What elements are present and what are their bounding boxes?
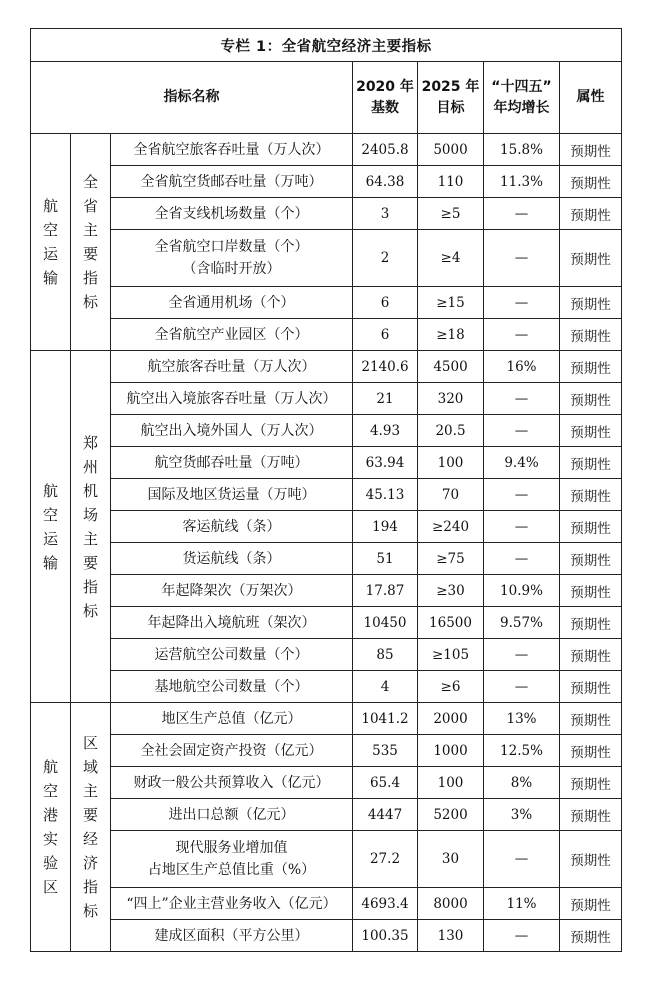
attribute-value: 预期性: [560, 166, 622, 198]
attribute-value: 预期性: [560, 543, 622, 575]
target-value: 4500: [418, 351, 484, 383]
table-title: 专栏 1：全省航空经济主要指标: [31, 29, 622, 62]
group-subcategory: 郑州机场主要指标: [71, 351, 111, 703]
growth-value: —: [484, 198, 560, 230]
indicator-name: “四上”企业主营业务收入（亿元）: [111, 888, 353, 920]
attribute-value: 预期性: [560, 415, 622, 447]
table-row: [31, 920, 622, 952]
growth-value: 11.3%: [484, 166, 560, 198]
indicator-name: 全省航空货邮吞吐量（万吨）: [111, 166, 353, 198]
growth-value: 12.5%: [484, 735, 560, 767]
indicator-name: 基地航空公司数量（个）: [111, 671, 353, 703]
indicator-name: 全省航空旅客吞吐量（万人次）: [111, 134, 353, 166]
target-value: 30: [418, 831, 484, 888]
indicator-name: 航空旅客吞吐量（万人次）: [111, 351, 353, 383]
base-value: 64.38: [353, 166, 418, 198]
target-value: 130: [418, 920, 484, 952]
group-subcategory: 区域主要经济指标: [71, 703, 111, 952]
table-row: [31, 319, 622, 351]
attribute-value: 预期性: [560, 383, 622, 415]
target-value: ≥6: [418, 671, 484, 703]
group-category: 航空港实验区: [31, 703, 71, 952]
attribute-value: 预期性: [560, 198, 622, 230]
base-value: 4447: [353, 799, 418, 831]
attribute-value: 预期性: [560, 671, 622, 703]
indicator-name: 现代服务业增加值 占地区生产总值比重（%）: [111, 831, 353, 888]
base-value: 194: [353, 511, 418, 543]
base-value: 63.94: [353, 447, 418, 479]
table-row: [31, 287, 622, 319]
indicator-name: 建成区面积（平方公里）: [111, 920, 353, 952]
indicator-name: 航空出入境旅客吞吐量（万人次）: [111, 383, 353, 415]
indicator-name: 全省支线机场数量（个）: [111, 198, 353, 230]
indicator-name: 航空出入境外国人（万人次）: [111, 415, 353, 447]
target-value: 1000: [418, 735, 484, 767]
base-value: 100.35: [353, 920, 418, 952]
target-value: ≥240: [418, 511, 484, 543]
base-value: 85: [353, 639, 418, 671]
target-value: 5000: [418, 134, 484, 166]
table-row: [31, 198, 622, 230]
table-row: [31, 166, 622, 198]
target-value: ≥75: [418, 543, 484, 575]
target-value: ≥15: [418, 287, 484, 319]
target-value: ≥30: [418, 575, 484, 607]
indicator-table: [30, 28, 622, 952]
group-category: 航空运输: [31, 351, 71, 703]
growth-value: 15.8%: [484, 134, 560, 166]
indicator-name: 全省航空产业园区（个）: [111, 319, 353, 351]
growth-value: 10.9%: [484, 575, 560, 607]
attribute-value: 预期性: [560, 575, 622, 607]
base-value: 27.2: [353, 831, 418, 888]
table-row: [31, 767, 622, 799]
base-value: 3: [353, 198, 418, 230]
table-row: [31, 607, 622, 639]
indicator-name: 运营航空公司数量（个）: [111, 639, 353, 671]
attribute-value: 预期性: [560, 511, 622, 543]
table-row: [31, 479, 622, 511]
growth-value: —: [484, 543, 560, 575]
table-row: [31, 575, 622, 607]
base-value: 21: [353, 383, 418, 415]
table-row: [31, 383, 622, 415]
attribute-value: 预期性: [560, 319, 622, 351]
indicator-name: 地区生产总值（亿元）: [111, 703, 353, 735]
attribute-value: 预期性: [560, 287, 622, 319]
header-target-2025: 2025 年 目标: [418, 62, 484, 134]
target-value: ≥5: [418, 198, 484, 230]
base-value: 535: [353, 735, 418, 767]
table-row: [31, 134, 622, 166]
attribute-value: 预期性: [560, 767, 622, 799]
attribute-value: 预期性: [560, 831, 622, 888]
growth-value: —: [484, 479, 560, 511]
base-value: 65.4: [353, 767, 418, 799]
attribute-value: 预期性: [560, 735, 622, 767]
indicator-name: 全省通用机场（个）: [111, 287, 353, 319]
table-row: [31, 511, 622, 543]
indicator-name: 全省航空口岸数量（个） （含临时开放）: [111, 230, 353, 287]
indicator-name: 航空货邮吞吐量（万吨）: [111, 447, 353, 479]
growth-value: 11%: [484, 888, 560, 920]
attribute-value: 预期性: [560, 351, 622, 383]
table-row: [31, 671, 622, 703]
attribute-value: 预期性: [560, 607, 622, 639]
attribute-value: 预期性: [560, 447, 622, 479]
table-row: [31, 447, 622, 479]
header-attribute: 属性: [560, 62, 622, 134]
group-category: 航空运输: [31, 134, 71, 351]
growth-value: —: [484, 383, 560, 415]
target-value: ≥18: [418, 319, 484, 351]
base-value: 10450: [353, 607, 418, 639]
group-subcategory: 全省主要指标: [71, 134, 111, 351]
base-value: 1041.2: [353, 703, 418, 735]
target-value: 70: [418, 479, 484, 511]
table-row: [31, 415, 622, 447]
base-value: 51: [353, 543, 418, 575]
indicator-name: 货运航线（条）: [111, 543, 353, 575]
growth-value: —: [484, 287, 560, 319]
growth-value: 9.57%: [484, 607, 560, 639]
growth-value: 13%: [484, 703, 560, 735]
target-value: 2000: [418, 703, 484, 735]
growth-value: 16%: [484, 351, 560, 383]
target-value: 100: [418, 447, 484, 479]
attribute-value: 预期性: [560, 703, 622, 735]
target-value: 20.5: [418, 415, 484, 447]
header-annual-growth: “十四五” 年均增长: [484, 62, 560, 134]
base-value: 2: [353, 230, 418, 287]
attribute-value: 预期性: [560, 920, 622, 952]
table-row: [31, 703, 622, 735]
attribute-value: 预期性: [560, 799, 622, 831]
base-value: 4693.4: [353, 888, 418, 920]
table-row: [31, 639, 622, 671]
table-row: [31, 543, 622, 575]
indicator-name: 年起降架次（万架次）: [111, 575, 353, 607]
attribute-value: 预期性: [560, 639, 622, 671]
indicator-name: 客运航线（条）: [111, 511, 353, 543]
growth-value: —: [484, 511, 560, 543]
growth-value: —: [484, 415, 560, 447]
attribute-value: 预期性: [560, 888, 622, 920]
attribute-value: 预期性: [560, 479, 622, 511]
target-value: ≥4: [418, 230, 484, 287]
indicator-name: 年起降出入境航班（架次）: [111, 607, 353, 639]
attribute-value: 预期性: [560, 134, 622, 166]
growth-value: 8%: [484, 767, 560, 799]
table-row: [31, 799, 622, 831]
growth-value: 3%: [484, 799, 560, 831]
target-value: ≥105: [418, 639, 484, 671]
target-value: 16500: [418, 607, 484, 639]
base-value: 4: [353, 671, 418, 703]
table-row: [31, 351, 622, 383]
table-row: [31, 735, 622, 767]
target-value: 5200: [418, 799, 484, 831]
indicator-name: 财政一般公共预算收入（亿元）: [111, 767, 353, 799]
target-value: 8000: [418, 888, 484, 920]
header-indicator-name: 指标名称: [31, 62, 353, 134]
growth-value: —: [484, 831, 560, 888]
growth-value: 9.4%: [484, 447, 560, 479]
indicator-name: 国际及地区货运量（万吨）: [111, 479, 353, 511]
indicator-name: 进出口总额（亿元）: [111, 799, 353, 831]
target-value: 110: [418, 166, 484, 198]
base-value: 2405.8: [353, 134, 418, 166]
indicator-name: 全社会固定资产投资（亿元）: [111, 735, 353, 767]
base-value: 2140.6: [353, 351, 418, 383]
growth-value: —: [484, 920, 560, 952]
base-value: 17.87: [353, 575, 418, 607]
target-value: 100: [418, 767, 484, 799]
growth-value: —: [484, 639, 560, 671]
table-row: [31, 831, 622, 888]
base-value: 6: [353, 287, 418, 319]
table-row: [31, 888, 622, 920]
growth-value: —: [484, 319, 560, 351]
base-value: 4.93: [353, 415, 418, 447]
growth-value: —: [484, 230, 560, 287]
attribute-value: 预期性: [560, 230, 622, 287]
target-value: 320: [418, 383, 484, 415]
header-base-2020: 2020 年 基数: [353, 62, 418, 134]
growth-value: —: [484, 671, 560, 703]
table-row: [31, 230, 622, 287]
base-value: 6: [353, 319, 418, 351]
base-value: 45.13: [353, 479, 418, 511]
